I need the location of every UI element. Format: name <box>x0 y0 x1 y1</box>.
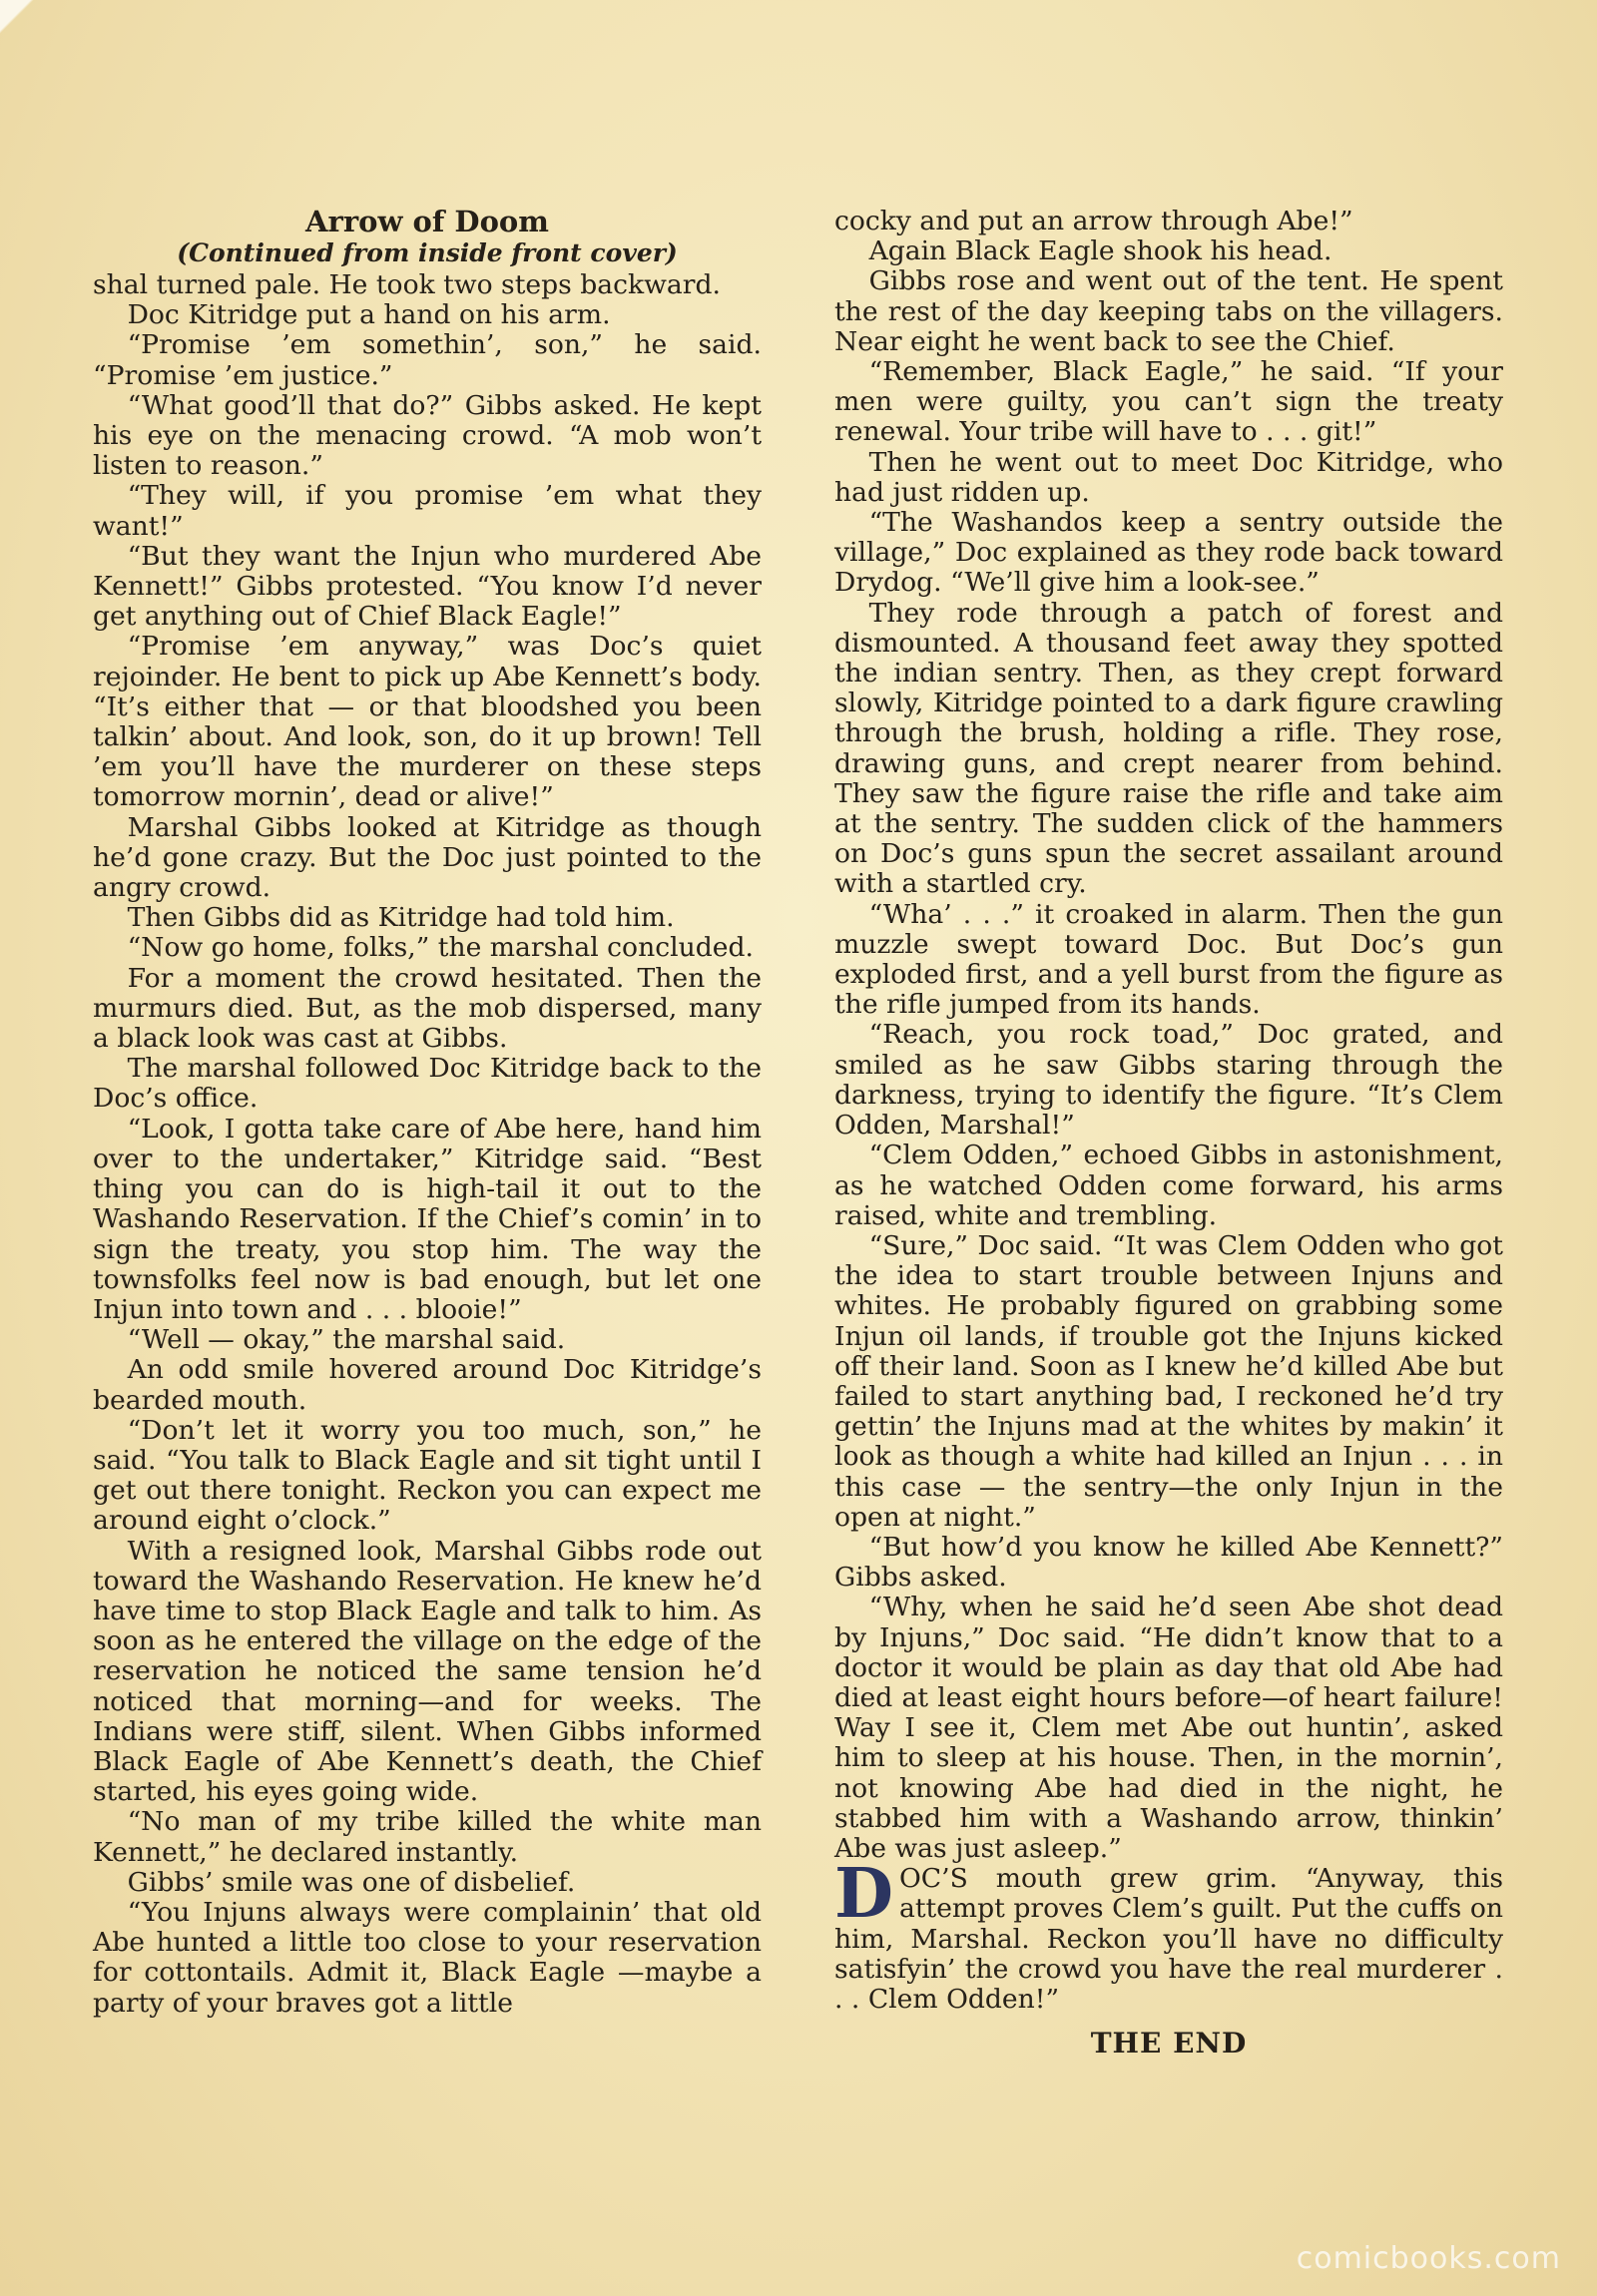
story-subtitle: (Continued from inside front cover) <box>177 238 678 267</box>
paragraph: “The Washandos keep a sentry outside the village,” Doc explained as they rode back toward Drydog. “We’ll give him a look-see.” <box>834 507 1503 599</box>
paragraph: shal turned pale. He took two steps backward. <box>93 269 721 300</box>
paragraph: Then Gibbs did as Kitridge had told him. <box>127 902 675 934</box>
the-end-label: THE END <box>1090 2027 1248 2061</box>
final-paragraph-text: OC’S mouth grew grim. “Anyway, this attempt proves Clem’s guilt. Put the cuffs on him, Marshal. Reckon you’ll have no difficulty satisfyin’ the crowd you have the real murderer . . . Clem Odden!” <box>834 1863 1503 2015</box>
paragraph: Again Black Eagle shook his head. <box>868 235 1332 267</box>
paragraph: Doc Kitridge put a hand on his arm. <box>127 299 611 331</box>
paragraph: “Wha’ . . .” it croaked in alarm. Then the gun muzzle swept toward Doc. But Doc’s gun exploded first, and a yell burst from the figure as the rifle jumped from its hands. <box>834 898 1503 1021</box>
paragraph: “They will, if you promise ’em what they want!” <box>93 480 762 542</box>
paragraph: Then he went out to meet Doc Kitridge, who had just ridden up. <box>834 446 1503 508</box>
paragraph: “Well — okay,” the marshal said. <box>127 1324 566 1356</box>
paragraph: “No man of my tribe killed the white man Kennett,” he declared instantly. <box>93 1806 762 1868</box>
paragraph: “Promise ’em anyway,” was Doc’s quiet rejoinder. He bent to pick up Abe Kennett’s body. “It’s either that — or that bloodshed you been talkin’ about. And look, son, do it up brown! Tell ’em you’ll have the murderer on these steps tomorrow mornin’, dead or alive!” <box>93 631 762 813</box>
site-watermark: comicbooks.com <box>1296 2241 1561 2276</box>
paragraph: The marshal followed Doc Kitridge back to the Doc’s office. <box>93 1053 762 1115</box>
right-column <box>834 207 1503 2059</box>
paragraph: Marshal Gibbs looked at Kitridge as though he’d gone crazy. But the Doc just pointed to the angry crowd. <box>93 811 762 904</box>
paragraph: “Look, I gotta take care of Abe here, hand him over to the undertaker,” Kitridge said. “Best thing you can do is high-tail it out to the Washando Reservation. If the Chief’s comin’ in to sign the treaty, you stop him. The way the townsfolks feel now is bad enough, but let one Injun into town and . . . blooie!” <box>93 1113 762 1325</box>
paragraph: “Why, when he said he’d seen Abe shot dead by Injuns,” Doc said. “He didn’t know that to a doctor it would be plain as day that old Abe had died at least eight hours before—of heart failure! Way I see it, Clem met Abe out huntin’, asked him to sleep at his house. Then, in the mornin’, not knowing Abe had died in the night, he stabbed him with a Washando arrow, thinkin’ Abe was just asleep.” <box>834 1592 1503 1864</box>
paragraph: “Reach, you rock toad,” Doc grated, and smiled as he saw Gibbs staring through the darkness, trying to identify the figure. “It’s Clem Odden, Marshal!” <box>834 1019 1503 1142</box>
paragraph: Gibbs rose and went out of the tent. He spent the rest of the day keeping tabs on the villagers. Near eight he went back to see the Chief. <box>834 265 1503 357</box>
right-column-text <box>834 207 1503 1864</box>
page-corner-fold <box>0 0 34 34</box>
paragraph: With a resigned look, Marshal Gibbs rode out toward the Washando Reservation. He knew he’d have time to stop Black Eagle and talk to him. As soon as he entered the village on the edge of the reservation he noticed the same tension he’d noticed that morning—and for weeks. The Indians were stiff, silent. When Gibbs informed Black Eagle of Abe Kennett’s death, the Chief started, his eyes going wide. <box>93 1535 762 1808</box>
left-column-text <box>93 270 762 2019</box>
paragraph: “Sure,” Doc said. “It was Clem Odden who got the idea to start trouble between Injuns and whites. He probably figured on grabbing some Injun oil lands, if trouble got the Injuns kicked off their land. Soon as I knew he’d killed Abe but failed to start anything bad, I reckoned he’d try gettin’ the Injuns mad at the whites by makin’ it look as though a white had killed an Injun . . . in this case — the sentry—the only Injun in the open at night.” <box>834 1229 1503 1533</box>
paragraph: “Promise ’em somethin’, son,” he said. “Promise ’em justice.” <box>93 329 762 391</box>
paragraph: “What good’ll that do?” Gibbs asked. He kept his eye on the menacing crowd. “A mob won’t listen to reason.” <box>93 389 762 482</box>
paragraph: “But they want the Injun who murdered Abe Kennett!” Gibbs protested. “You know I’d never get anything out of Chief Black Eagle!” <box>93 540 762 633</box>
paragraph: “Clem Odden,” echoed Gibbs in astonishment, as he watched Odden come forward, his arms raised, white and trembling. <box>834 1140 1503 1231</box>
paragraph: “Now go home, folks,” the marshal concluded. <box>127 932 754 964</box>
drop-cap-letter: D <box>834 1854 893 1935</box>
paragraph: “Remember, Black Eagle,” he said. “If your men were guilty, you can’t sign the treaty renewal. Your tribe will have to . . . git!” <box>834 356 1503 448</box>
paragraph: They rode through a patch of forest and dismounted. A thousand feet away they spotted the indian sentry. Then, as they crept forward slowly, Kitridge pointed to a dark figure crawling through the brush, holding a rifle. They rose, drawing guns, and crept nearer from behind. They saw the figure raise the rifle and take aim at the sentry. The sudden click of the hammers on Doc’s guns spun the secret assailant around with a startled cry. <box>834 597 1503 900</box>
paragraph: Gibbs’ smile was one of disbelief. <box>127 1866 576 1898</box>
paragraph: “You Injuns always were complainin’ that old Abe hunted a little too close to your reservation for cottontails. Admit it, Black Eagle —maybe a party of your braves got a little <box>93 1896 762 2019</box>
paragraph: cocky and put an arrow through Abe!” <box>834 206 1353 236</box>
paragraph: “Don’t let it worry you too much, son,” he said. “You talk to Black Eagle and sit tight until I get out there tonight. Reckon you can expect me around eight o’clock.” <box>93 1414 762 1537</box>
paragraph: For a moment the crowd hesitated. Then the murmurs died. But, as the mob dispersed, many a black look was cast at Gibbs. <box>93 962 762 1055</box>
paragraph: An odd smile hovered around Doc Kitridge’s bearded mouth. <box>93 1354 762 1416</box>
left-column <box>93 205 762 2019</box>
final-paragraph <box>834 1854 1503 2015</box>
paragraph: “But how’d you know he killed Abe Kennett?” Gibbs asked. <box>834 1531 1503 1594</box>
story-title: Arrow of Doom <box>305 205 549 238</box>
